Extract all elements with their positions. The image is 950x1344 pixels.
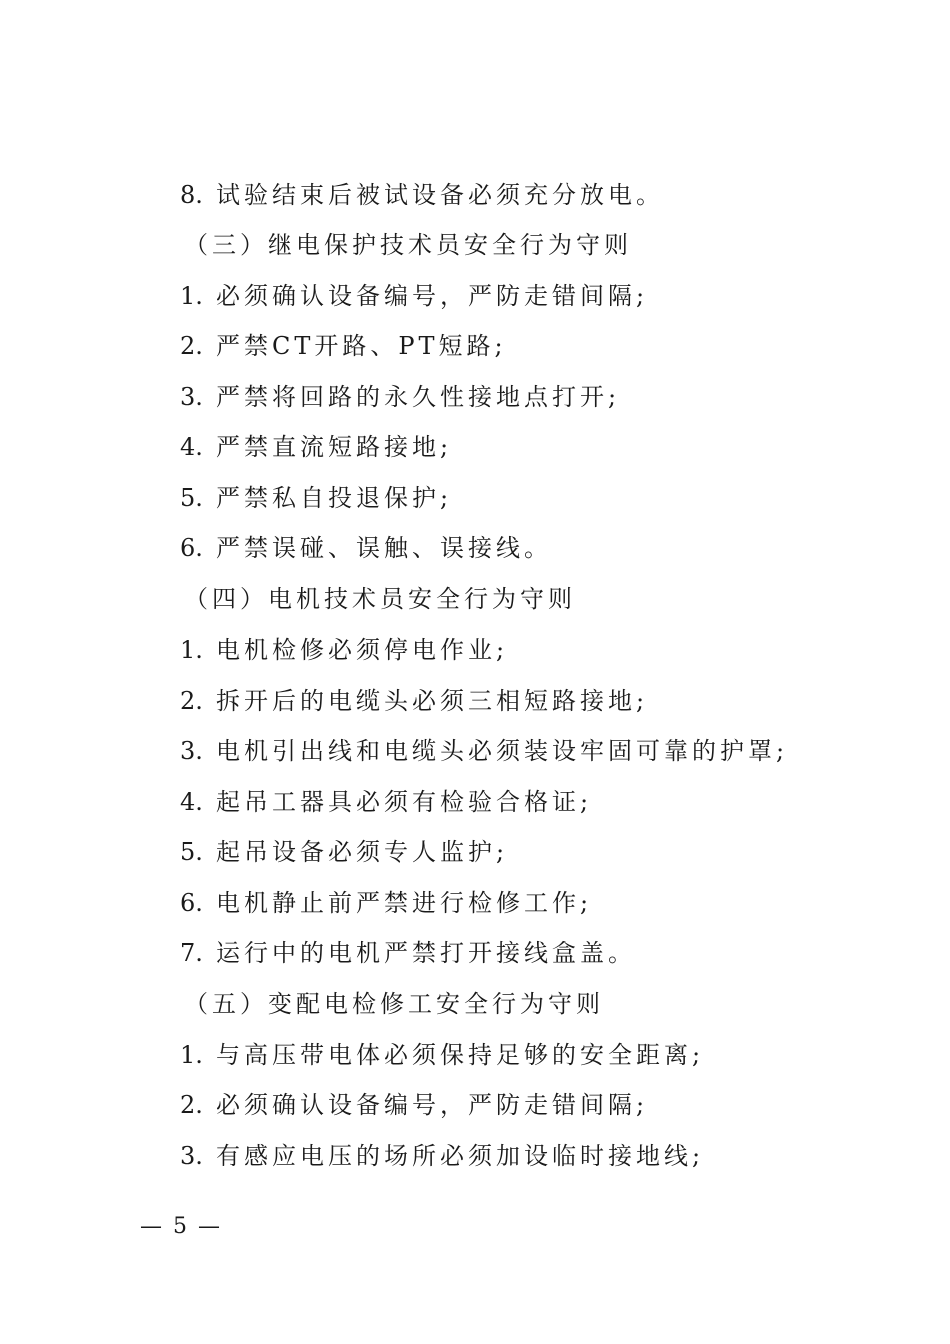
item-number: 3. [180, 737, 203, 765]
item-text: 起吊设备必须专人监护; [216, 838, 509, 866]
item-number: 8. [180, 181, 203, 209]
item-number: 6. [180, 534, 203, 562]
list-item [180, 533, 552, 563]
item-number: 2. [180, 1091, 203, 1119]
list-item [180, 686, 648, 716]
list-item [180, 1040, 704, 1070]
list-item [180, 331, 507, 361]
list-item [180, 938, 636, 968]
item-text: 有感应电压的场所必须加设临时接地线; [216, 1142, 705, 1170]
section-heading: （三）继电保护技术员安全行为守则 [184, 231, 632, 259]
item-text: 必须确认设备编号，严防走错间隔; [216, 282, 649, 310]
item-text: 严禁将回路的永久性接地点打开; [216, 383, 621, 411]
item-number: 1. [180, 282, 203, 310]
item-text: 电机引出线和电缆头必须装设牢固可靠的护罩; [216, 737, 789, 765]
list-item [180, 483, 452, 513]
item-text: 严禁CT开路、PT短路; [216, 332, 507, 360]
list-item [180, 837, 508, 867]
section-heading: （五）变配电检修工安全行为守则 [184, 990, 604, 1018]
item-text: 严禁直流短路接地; [216, 433, 453, 461]
item-number: 4. [180, 788, 203, 816]
item-number: 3. [180, 383, 203, 411]
item-text: 严禁误碰、误触、误接线。 [216, 534, 552, 562]
item-text: 与高压带电体必须保持足够的安全距离; [216, 1041, 705, 1069]
item-number: 2. [180, 332, 203, 360]
item-text: 电机静止前严禁进行检修工作; [216, 889, 593, 917]
item-text: 拆开后的电缆头必须三相短路接地; [216, 687, 649, 715]
list-item [180, 382, 620, 412]
item-number: 5. [180, 484, 203, 512]
list-item [180, 281, 648, 311]
list-item [180, 787, 592, 817]
item-number: 1. [180, 1041, 203, 1069]
item-text: 运行中的电机严禁打开接线盒盖。 [216, 939, 636, 967]
item-text: 电机检修必须停电作业; [216, 636, 509, 664]
list-item [180, 1141, 704, 1171]
list-item [180, 180, 664, 210]
item-number: 2. [180, 687, 203, 715]
list-item [180, 736, 788, 766]
page-number: — 5 — [140, 1214, 222, 1239]
item-number: 4. [180, 433, 203, 461]
item-text: 试验结束后被试设备必须充分放电。 [216, 181, 664, 209]
item-text: 必须确认设备编号，严防走错间隔; [216, 1091, 649, 1119]
list-item [180, 888, 592, 918]
item-number: 7. [180, 939, 203, 967]
item-number: 3. [180, 1142, 203, 1170]
item-text: 严禁私自投退保护; [216, 484, 453, 512]
section-heading: （四）电机技术员安全行为守则 [184, 585, 576, 613]
item-number: 6. [180, 889, 203, 917]
list-item [180, 432, 452, 462]
list-item [180, 635, 508, 665]
item-number: 1. [180, 636, 203, 664]
item-number: 5. [180, 838, 203, 866]
list-item [180, 1090, 648, 1120]
item-text: 起吊工器具必须有检验合格证; [216, 788, 593, 816]
